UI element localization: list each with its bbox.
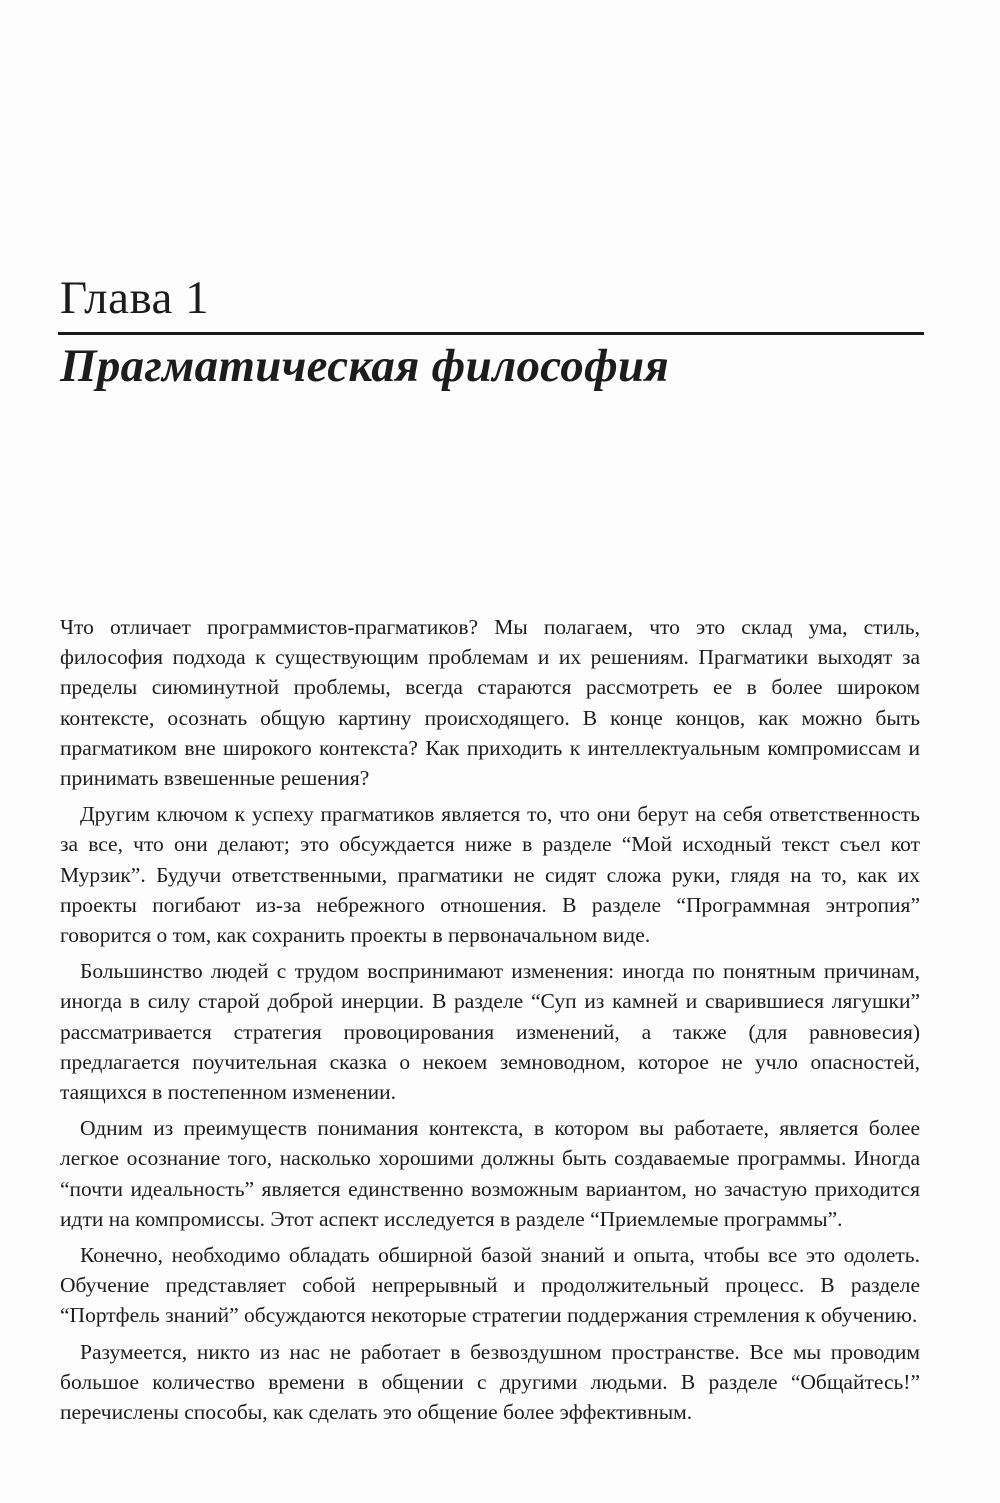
paragraph: Разумеется, никто из нас не работает в безвоздушном пространстве. Все мы проводим большое количество времени в общении с другими людьми. В разделе “Общайтесь!” перечислены способы, как сделать это общение более эффективным.	[60, 1339, 920, 1425]
chapter-body	[60, 612, 920, 1433]
paragraph: Что отличает программистов-прагматиков? Мы полагаем, что это склад ума, стиль, философия подхода к существующим проблемам и их решениям. Прагматики выходят за пределы сиюминутной проблемы, всегда стараются рассмотреть ее в более широком контексте, осознать общую картину происходящего. В конце концов, как можно быть прагматиком вне широкого контекста? Как приходить к интеллектуальным компромиссам и принимать взвешенные решения?	[60, 615, 920, 791]
paragraph: Конечно, необходимо обладать обширной базой знаний и опыта, чтобы все это одолеть. Обучение представляет собой непрерывный и продолжительный процесс. В разделе “Портфель знаний” обсуждаются некоторые стратегии поддержания стремления к обучению.	[60, 1243, 920, 1328]
paragraph: Большинство людей с трудом воспринимают изменения: иногда по понятным причинам, иногда в силу старой доброй инерции. В разделе “Суп из камней и сварившиеся лягушки” рассматривается стратегия провоцирования изменений, а также (для равновесия) предлагается поучительная сказка о некоем земноводном, которое не учло опасностей, таящихся в постепенном изменении.	[60, 959, 920, 1105]
chapter-number: Глава 1	[60, 272, 210, 324]
chapter-title: Прагматическая философия	[60, 340, 669, 392]
paragraph: Другим ключом к успеху прагматиков является то, что они берут на себя ответственность за все, что они делают; это обсуждается ниже в разделе “Мой исходный текст съел кот Мурзик”. Будучи ответственными, прагматики не сидят сложа руки, глядя на то, как их проекты погибают из-за небрежного отношения. В разделе “Программная энтропия” говорится о том, как сохранить проекты в первоначальном виде.	[60, 802, 920, 948]
chapter-divider	[58, 332, 924, 335]
paragraph: Одним из преимуществ понимания контекста, в котором вы работаете, является более легкое осознание того, насколько хорошими должны быть создаваемые программы. Иногда “почти идеальность” является единственно возможным вариантом, но зачастую приходится идти на компромиссы. Этот аспект исследуется в разделе “Приемлемые программы”.	[60, 1116, 920, 1231]
